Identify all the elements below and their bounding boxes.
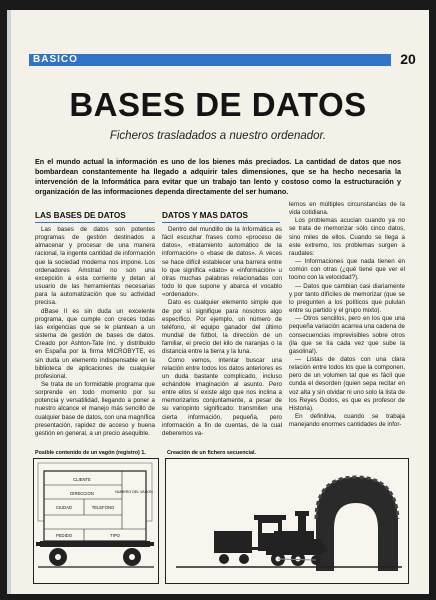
- paragraph: dBase II es sin duda un excelente programa, que cumple con creces todas las exigencias que se le plantean a un sistema de gestión de bases de datos. Creado por Ashton-Tate Inc. y distribuido en España por la firma MICROBYTE, es sin duda un elemento indispensable en la biblioteca de aplicaciones de cualquier profesional.: [35, 307, 155, 380]
- train-tunnel-diagram: [166, 459, 408, 583]
- paragraph: — Datos que cambian casi diariamente y por tanto difíciles de memorizar (que se lo pregunten a los políticos que pululan entre su partido y el grupo mixto).: [289, 282, 405, 315]
- figure-1-wagon: [33, 458, 159, 584]
- column-2-body: [162, 226, 282, 448]
- paragraph: — Otros sencillos, pero en los que una pequeña variación acarrea una cadena de consecuencias imprevisibles sobre otros (ila que se lía cada vez que sube la gasolina!).: [289, 315, 405, 355]
- paragraph: Se trata de un formidable programa que sorprende en todo momento por su potencia y versatilidad, llegando a poner a nuestro alcance el manejo más sencillo de cualquier base de datos, con una magnífica presentación, rapidez de acceso y buena gestión en general, a un precio asequible.: [35, 380, 155, 437]
- field-tipo: TIPO: [110, 533, 120, 538]
- column-heading-bases: LAS BASES DE DATOS: [35, 211, 126, 220]
- paragraph: Dato es cualquier elemento simple que de por sí signifique para nosotros algo específico. Por ejemplo, un número de teléfono, el equipo ganador del último mundial de fútbol, la dirección de un familiar, el precio del kilo de naranjas o la distancia entre la tierra y la luna.: [162, 299, 282, 356]
- field-ciudad: CIUDAD: [55, 505, 73, 510]
- figure-2-sequential-file: [165, 458, 409, 584]
- field-numero: NUMERO DEL VAGON: [115, 490, 153, 494]
- paragraph: Las bases de datos son potentes programas de gestión destinados a almacenar y procesar de una manera racional, la ingente cantidad de información que la sociedad moderna nos impone. Los ordenadores Amstrad no son una excepción a esta corriente y detan al usuario de las herramientas necesarias para la automatización que su actividad precisa.: [35, 226, 155, 307]
- paragraph: — Informaciones que nada tienen en común con otras (¿qué tiene que ver el tocino con la velocidad?).: [289, 258, 405, 282]
- column-rule-2: [162, 222, 280, 223]
- paragraph: En definitiva, cuando se trabaja manejando enormes cantidades de infor-: [289, 413, 405, 429]
- field-telefono: TELEFONO: [91, 505, 115, 510]
- paragraph: lernos en múltiples circunstancias de la vida cotidiana.: [289, 201, 405, 217]
- column-rule-1: [35, 222, 155, 223]
- paragraph: — Listas de datos con una clara relación entre todos los que la componen, pero de un volumen tal que es fácil que cunda el desorden (quien sepa recitar en voz alta y sin olvidar ni uno solo la lista de los Reyes Godos, es que es profesor de Historia).: [289, 355, 405, 412]
- wagon-diagram: [34, 459, 158, 583]
- tunnel-entrance: [334, 503, 378, 571]
- column-heading-datos: DATOS Y MAS DATOS: [162, 211, 248, 220]
- paragraph: Los problemas acucian cuando ya no se trata de memorizar sólo cinco datos, sino miles de ellos. Cuando se llega a este extremo, los problemas surgen a raudales:: [289, 217, 405, 257]
- paragraph: Dentro del mundillo de la Informática es fácil escuchar frases como «proceso de datos», «tratamiento automático de la información» o «base de datos». A veces se hace difícil establecer una barrera entre lo que significa «dato» e «información» u otras muchas palabras relacionadas con todo lo que supone y abarca el vocablo «ordenador».: [162, 226, 282, 299]
- field-cliente: CLIENTE: [73, 477, 91, 482]
- column-3-body: [289, 201, 405, 448]
- figure-2-caption: Creación de un fichero secuencial.: [167, 450, 256, 456]
- page-number: 20: [400, 51, 416, 67]
- article-title: BASES DE DATOS: [69, 86, 367, 123]
- field-pedido: PEDIDO: [55, 533, 73, 538]
- section-header-bar: [29, 54, 391, 66]
- article-subtitle: Ficheros trasladados a nuestro ordenador.: [109, 130, 327, 142]
- wagon-chassis: [40, 541, 150, 547]
- intro-paragraph: En el mundo actual la información es uno de los bienes más preciados. La cantidad de datos que nos bombardean constantemente ha llegado a adquirir tales dimensiones, que se ha hecho necesaria la intervención de la Informática para evitar que un trabajo tan lento y costoso como la estructuración y organización de las informaciones dependa directamente del ser humano.: [35, 157, 401, 196]
- column-1-body: [35, 226, 155, 448]
- section-tag: BASICO: [33, 54, 78, 65]
- paragraph: Como vemos, intentar buscar una relación entre todos los datos anteriores es un duda bastante complicado, incluso echándole imaginación al asunto. Pero entre ellos sí existe algo que nos inclina a memorizarlos conjuntamente, a pesar de su variopinto significado: transmiten una cierta información, pequeña, pero información a fin de cuentas, de la cual deberemos va-: [162, 356, 282, 437]
- field-direccion: DIRECCION: [70, 491, 94, 496]
- figure-1-caption: Posible contenido de un vagón (registro) 1.: [35, 450, 146, 456]
- magazine-page: [7, 10, 429, 594]
- wagon-icon: [214, 531, 258, 564]
